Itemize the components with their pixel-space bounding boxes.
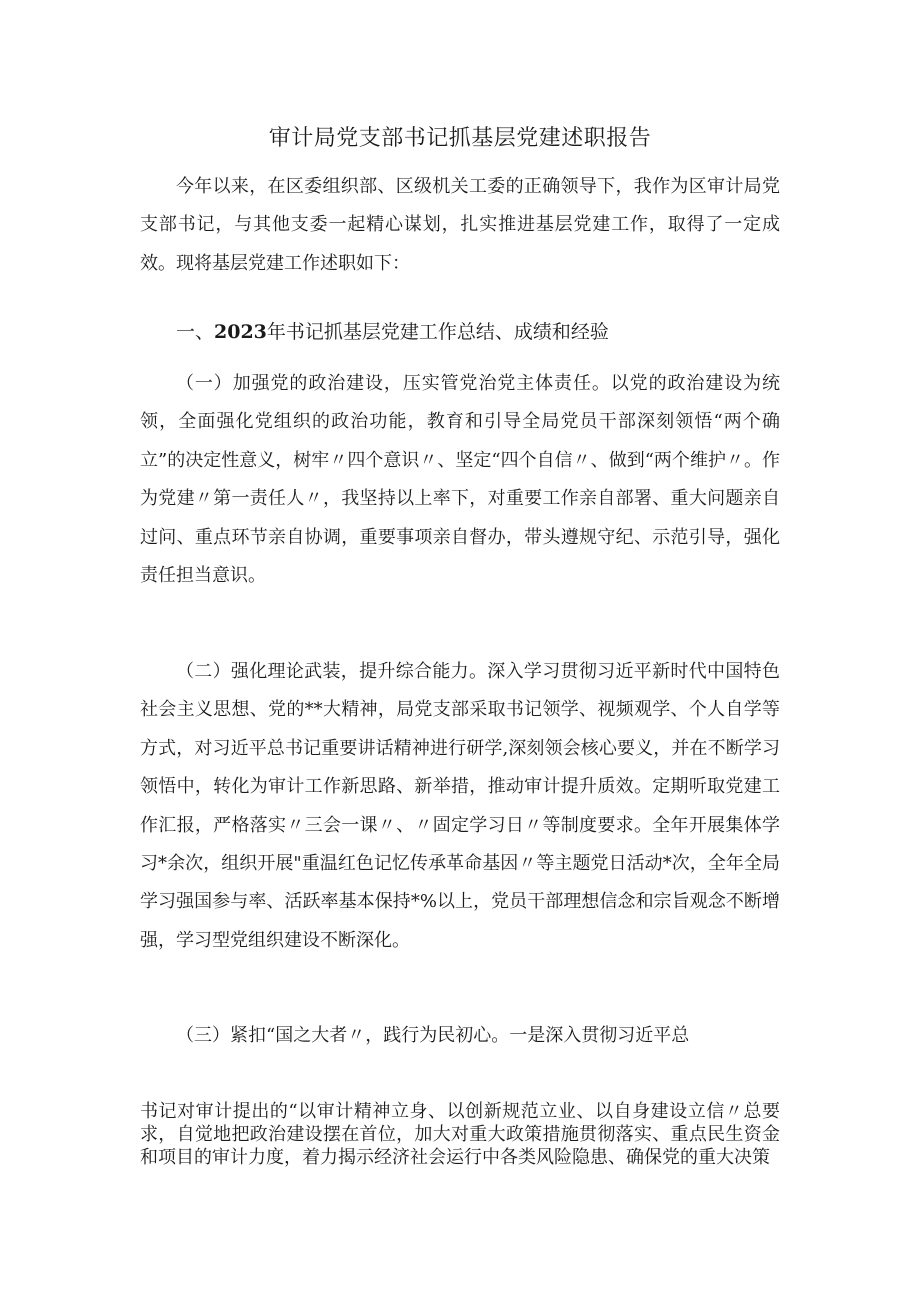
- section-heading-text: 年书记抓基层党建工作总结、成绩和经验: [266, 321, 609, 343]
- paragraph-political-building: （一）加强党的政治建设，压实管党治党主体责任。以党的政治建设为统领，全面强化党组织的政治功能，教育和引导全局党员干部深刻领悟“两个确立”的决定性意义，树牢〃四个意识〃、坚定“四个自信〃、做到“两个维护〃。作为党建〃第一责任人〃，我坚持以上率下，对重要工作亲自部署、重大问题亲自过问、重点环节亲自协调，重要事项亲自督办，带头遵规守纪、示范引导，强化责任担当意识。: [140, 373, 780, 587]
- paragraph-people-continued: 书记对审计提出的“以审计精神立身、以创新规范立业、以自身建设立信〃总要求，自觉地把政治建设摆在首位，加大对重大政策措施贯彻落实、重点民生资金和项目的审计力度，着力揭示经济社会运行中各类风险隐患、确保党的重大决策: [140, 1101, 780, 1168]
- paragraph-theory-study: （二）强化理论武装，提升综合能力。深入学习贯彻习近平新时代中国特色社会主义思想、党的**大精神，局党支部采取书记领学、视频观学、个人自学等方式，对习近平总书记重要讲话精神进行研学,深刻领会核心要义，并在不断学习领悟中，转化为审计工作新思路、新举措，推动审计提升质效。定期听取党建工作汇报，严格落实〃三会一课〃、〃固定学习日〃等制度要求。全年开展集体学习*余次，组织开展"重温红色记忆传承革命基因〃等主题党日活动*次，全年全局学习强国参与率、活跃率基本保持*%以上，党员干部理想信念和宗旨观念不断增强，学习型党组织建设不断深化。: [140, 661, 780, 951]
- paragraph-people-start: （三）紧扣“国之大者〃，践行为民初心。一是深入贯彻习近平总: [176, 1025, 690, 1046]
- section-heading-year: 2023: [214, 321, 267, 343]
- section-heading-prefix: 一、: [176, 321, 215, 343]
- intro-paragraph: 今年以来，在区委组织部、区级机关工委的正确领导下，我作为区审计局党支部书记，与其他支委一起精心谋划，扎实推进基层党建工作，取得了一定成效。现将基层党建工作述职如下：: [140, 176, 780, 274]
- section-heading-1: [140, 312, 780, 352]
- document-title: 审计局党支部书记抓基层党建述职报告: [268, 126, 652, 151]
